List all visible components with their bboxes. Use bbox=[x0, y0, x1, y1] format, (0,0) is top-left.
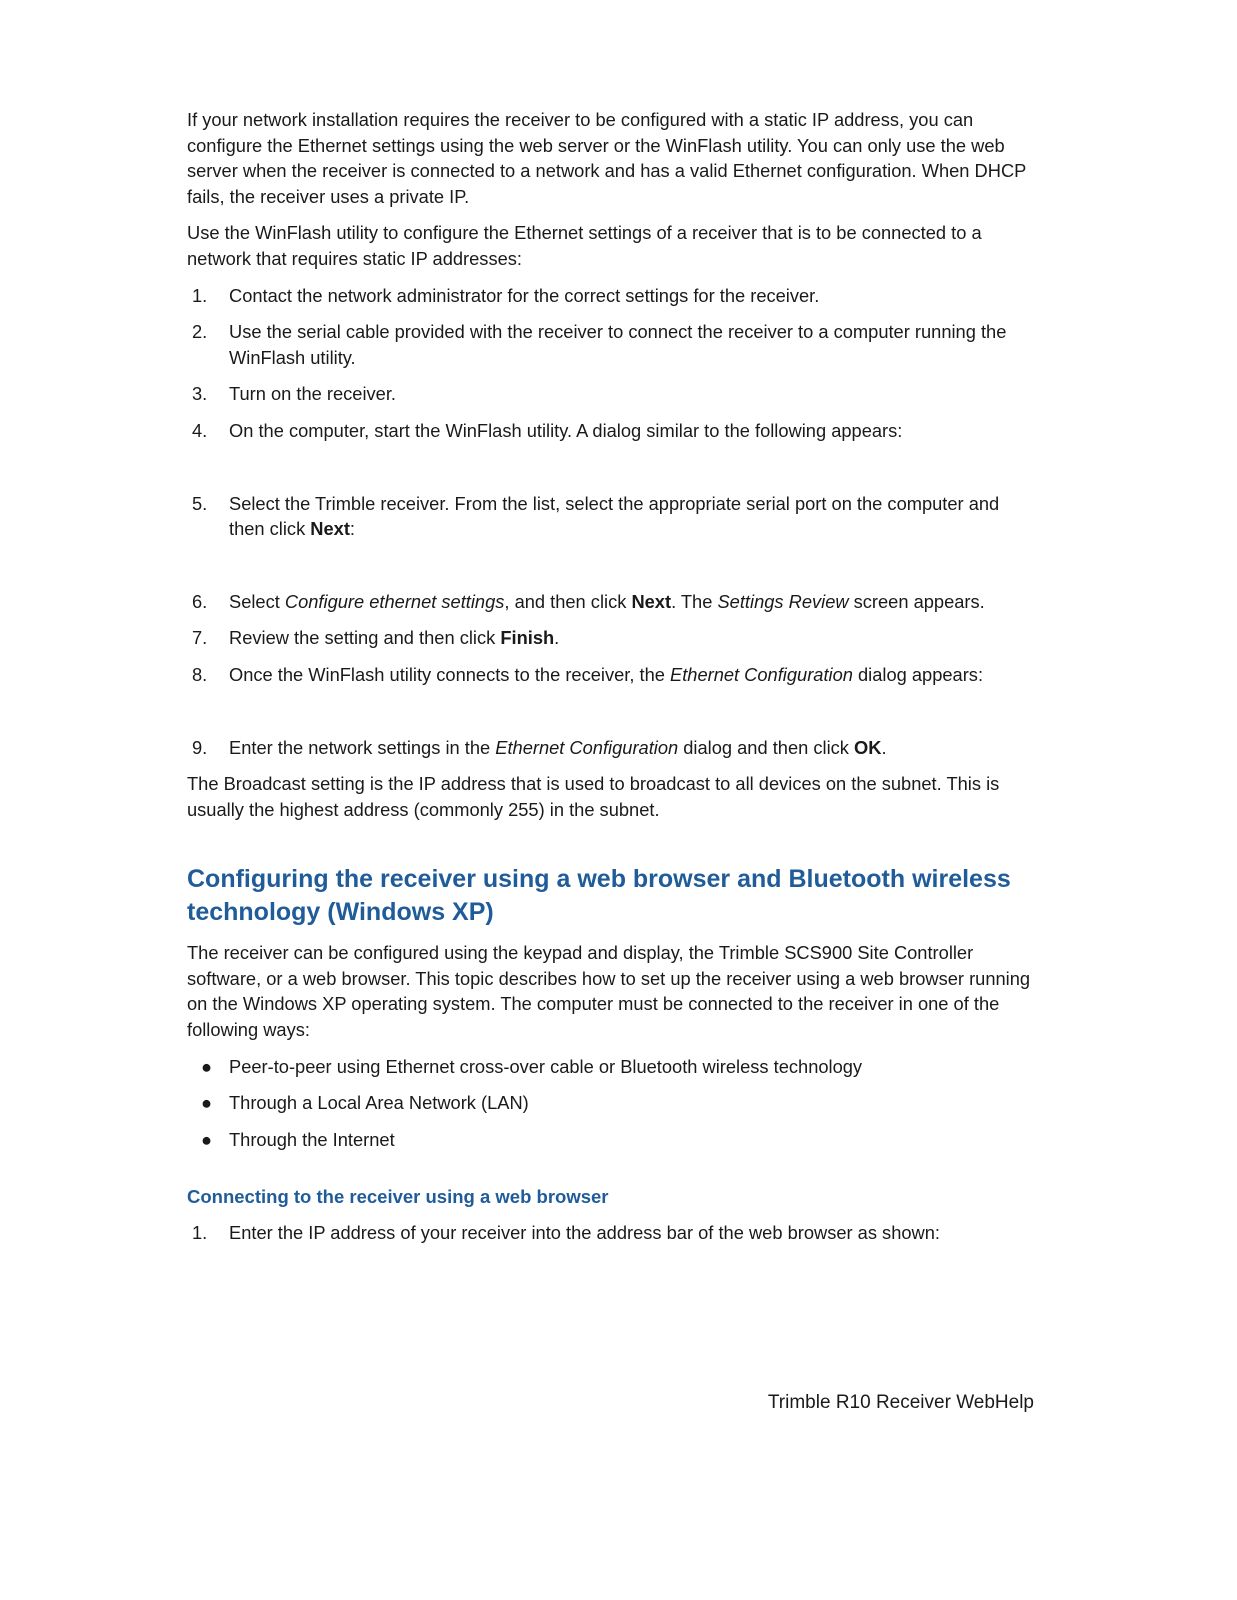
section-heading: Configuring the receiver using a web browser and Bluetooth wireless technology (Windows XP) bbox=[187, 865, 1011, 927]
bullet-icon: ● bbox=[201, 1055, 213, 1077]
sub-step-1 bbox=[187, 1220, 1035, 1246]
step-6 bbox=[187, 589, 1035, 615]
step-text: Select Configure ethernet settings, and then click Next. The Settings Review screen appears. bbox=[229, 590, 985, 612]
step-text: Review the setting and then click Finish. bbox=[229, 627, 560, 649]
step-number: 3. bbox=[192, 383, 208, 405]
section-intro: The receiver can be configured using the keypad and display, the Trimble SCS900 Site Controller software, or a web browser. This topic describes how to set up the receiver using a web browser running on the Windows XP operating system. The computer must be connected to the receiver in one of the following ways: bbox=[187, 942, 1031, 1041]
step-3 bbox=[187, 381, 1035, 407]
step-7 bbox=[187, 625, 1035, 651]
list-item-text: Peer-to-peer using Ethernet cross-over cable or Bluetooth wireless technology bbox=[229, 1055, 863, 1077]
step-text: On the computer, start the WinFlash utility. A dialog similar to the following appears: bbox=[229, 419, 903, 441]
page-content bbox=[187, 107, 1035, 1257]
step-text: Turn on the receiver. bbox=[229, 383, 396, 405]
step-8 bbox=[187, 662, 1035, 688]
list-item bbox=[187, 1127, 1035, 1153]
step-5 bbox=[187, 491, 1035, 542]
broadcast-note: The Broadcast setting is the IP address that is used to broadcast to all devices on the subnet. This is usually the highest address (commonly 255) in the subnet. bbox=[187, 773, 1000, 820]
intro-paragraph-winflash: Use the WinFlash utility to configure the Ethernet settings of a receiver that is to be connected to a network that requires static IP addresses: bbox=[187, 222, 982, 269]
step-number: 8. bbox=[192, 663, 208, 685]
step-4 bbox=[187, 418, 1035, 444]
step-text: Select the Trimble receiver. From the list, select the appropriate serial port on the computer and then click Next: bbox=[229, 492, 1000, 540]
list-item-text: Through a Local Area Network (LAN) bbox=[229, 1092, 529, 1114]
winflash-steps-list bbox=[187, 283, 1035, 761]
step-number: 7. bbox=[192, 627, 208, 649]
step-number: 4. bbox=[192, 419, 208, 441]
settings-review-label: Settings Review bbox=[717, 590, 849, 612]
step-text: Contact the network administrator for the correct settings for the receiver. bbox=[229, 284, 820, 306]
web-browser-steps-list bbox=[187, 1220, 1035, 1246]
step-1 bbox=[187, 283, 1035, 309]
step-9 bbox=[187, 735, 1035, 761]
configure-ethernet-label: Configure ethernet settings bbox=[284, 590, 505, 612]
step-number: 2. bbox=[192, 321, 208, 343]
ethernet-configuration-label: Ethernet Configuration bbox=[670, 663, 853, 685]
step-number: 1. bbox=[192, 1222, 208, 1244]
step-2 bbox=[187, 319, 1035, 370]
list-item bbox=[187, 1090, 1035, 1116]
list-item-text: Through the Internet bbox=[229, 1128, 395, 1150]
step-text: Once the WinFlash utility connects to the receiver, the Ethernet Configuration dialog appears: bbox=[229, 663, 984, 685]
figure-placeholder bbox=[187, 553, 1035, 589]
step-text: Enter the network settings in the Ethernet Configuration dialog and then click OK. bbox=[229, 736, 887, 758]
next-label: Next bbox=[310, 518, 350, 540]
step-number: 6. bbox=[192, 590, 208, 612]
connection-methods-list bbox=[187, 1054, 1035, 1153]
finish-label: Finish bbox=[500, 627, 555, 649]
list-item bbox=[187, 1054, 1035, 1080]
bullet-icon: ● bbox=[201, 1092, 213, 1114]
figure-placeholder bbox=[187, 455, 1035, 491]
ethernet-configuration-label: Ethernet Configuration bbox=[495, 736, 679, 758]
step-text: Use the serial cable provided with the receiver to connect the receiver to a computer running the WinFlash utility. bbox=[229, 321, 1007, 368]
page-footer: Trimble R10 Receiver WebHelp bbox=[767, 1392, 1034, 1413]
step-number: 5. bbox=[192, 492, 208, 514]
step-number: 1. bbox=[192, 284, 208, 306]
ok-label: OK bbox=[854, 736, 882, 758]
intro-paragraph-static-ip: If your network installation requires the receiver to be configured with a static IP address, you can configure the Ethernet settings using the web server or the WinFlash utility. You can only use the web server when the receiver is connected to a network and has a valid Ethernet configuration. When DHCP fails, the receiver uses a private IP. bbox=[187, 109, 1027, 207]
bullet-icon: ● bbox=[201, 1128, 213, 1150]
figure-placeholder bbox=[187, 699, 1035, 735]
step-text: Enter the IP address of your receiver into the address bar of the web browser as shown: bbox=[229, 1222, 940, 1244]
subsection-heading: Connecting to the receiver using a web browser bbox=[187, 1186, 609, 1208]
step-number: 9. bbox=[192, 736, 208, 758]
next-label: Next bbox=[631, 590, 672, 612]
